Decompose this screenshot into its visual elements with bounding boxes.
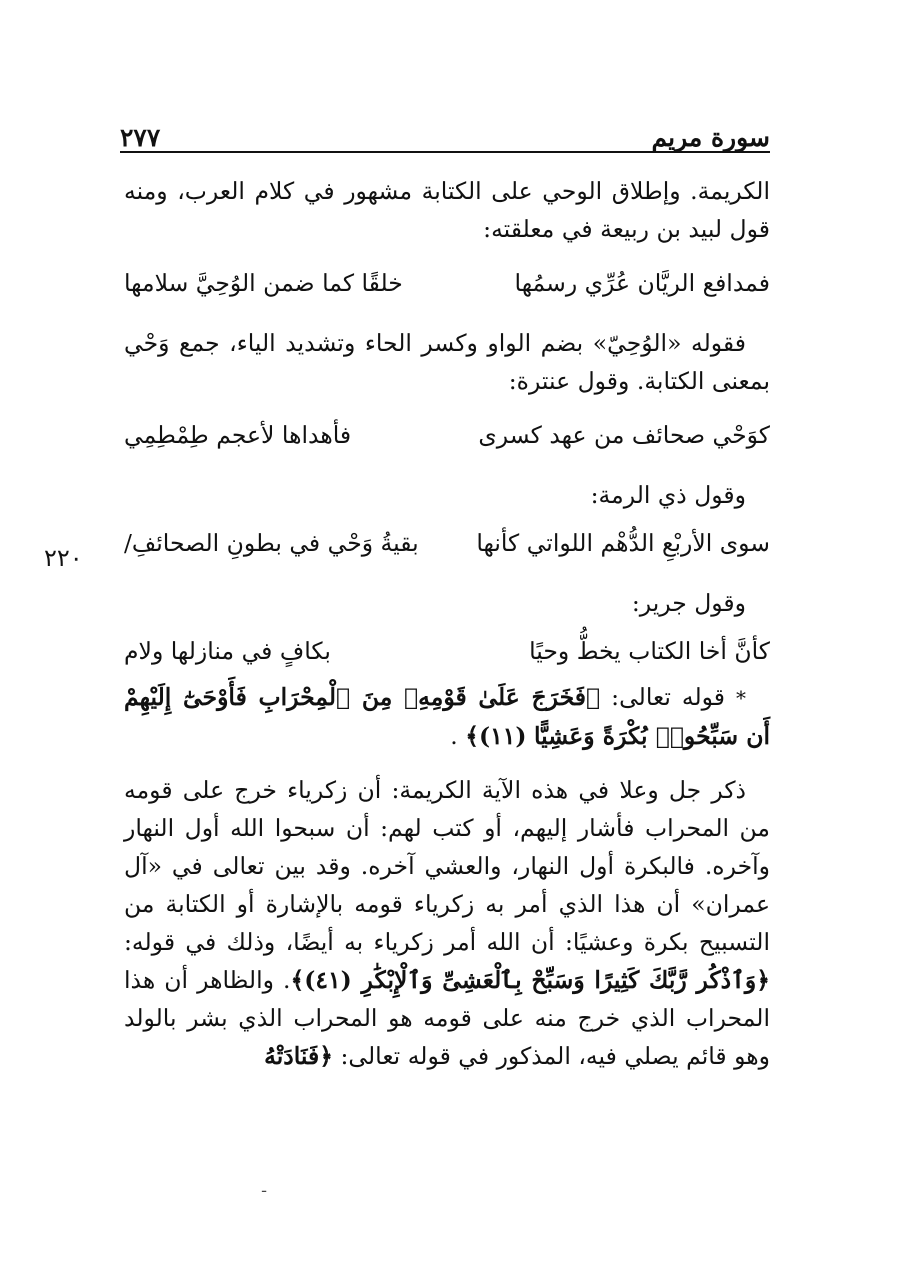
- intro-dhi-rumma: وقول ذي الرمة:: [590, 481, 746, 509]
- verse-first-hemistich: كوَحْي صحائف من عهد كسرى: [478, 421, 770, 449]
- verse-first-hemistich: فمدافع الريَّان عُرِّي رسمُها: [514, 269, 770, 297]
- quran-open-bracket: ﴿: [586, 683, 601, 711]
- print-speck: ـ: [262, 1180, 267, 1196]
- paragraph-tafsir: [124, 771, 770, 1075]
- verse-second-hemistich: فأهداها لأعجم طِمْطِمِي: [124, 421, 352, 449]
- quran-quote-fanadathu: ﴿فَنَادَتْهُ: [264, 1042, 334, 1070]
- poem-verse-jarir: [124, 632, 770, 670]
- verse-second-hemistich: بكافٍ في منازلها ولام: [124, 637, 331, 665]
- poem-verse-labid: [124, 264, 770, 302]
- ayah-heading: [124, 678, 770, 755]
- star-icon: *: [735, 686, 746, 710]
- page-number: ٢٧٧: [120, 123, 161, 152]
- verse-first-hemistich: كأنَّ أخا الكتاب يخطُّ وحيًا: [529, 637, 770, 665]
- tafsir-text-part2: . والظاهر أن هذا المحراب الذي خرج منه على قومه هو المحراب الذي بشر بالولد وهو قائم يصلي فيه، المذكور في قوله تعالى:: [124, 966, 770, 1070]
- quran-close-bracket: ﴾: [465, 722, 479, 750]
- poem-verse-antara: [124, 416, 770, 454]
- verse-second-hemistich: خلقًا كما ضمن الوُحِيَّ سلامها: [124, 269, 403, 297]
- poem-verse-dhi-rumma: [124, 524, 770, 562]
- paragraph-intro: الكريمة. وإطلاق الوحي على الكتابة مشهور في كلام العرب، ومنه قول لبيد بن ربيعة في معلقته:: [124, 177, 770, 243]
- surah-title: سورة مريم: [651, 123, 770, 152]
- intro-jarir: وقول جرير:: [631, 589, 746, 617]
- margin-number: ٢٢٠: [44, 544, 83, 572]
- quran-ayah-text: فَخَرَجَ عَلَىٰ قَوْمِهِۦ مِنَ ٱلْمِحْرَابِ فَأَوْحَىٰٓ إِلَيْهِمْ أَن سَبِّحُوا۟ بُكْرَةً وَعَشِيًّا: [124, 683, 770, 750]
- paragraph-wuhiy: فقوله «الوُحِيّ» بضم الواو وكسر الحاء وتشديد الياء، جمع وَحْي بمعنى الكتابة. وقول عنترة:: [124, 329, 770, 395]
- ayah-end-period: .: [450, 722, 458, 750]
- verse-second-hemistich: بقيةُ وَحْي في بطونِ الصحائفِ/: [124, 529, 419, 557]
- ayah-number-marker: (١١): [479, 722, 527, 750]
- header-rule: [120, 151, 770, 153]
- page-header: [120, 108, 770, 150]
- page-body: [124, 172, 770, 1075]
- ayah-lead: قوله تعالى:: [611, 683, 725, 711]
- tafsir-text-part1: ذكر جل وعلا في هذه الآية الكريمة: أن زكرياء خرج على قومه من المحراب فأشار إليهم، أو كتب لهم: أن سبحوا الله أول النهار وآخره. فالبكرة أول النهار، والعشي آخره. وقد بين تعالى في «آل عمران» أن هذا الذي أمر به زكرياء قومه بالإشارة أو الكتابة من التسبيح بكرة وعشيًا: أن الله أمر زكرياء به أيضًا، وذلك في قوله:: [124, 776, 770, 956]
- verse-first-hemistich: سوى الأربْعِ الدُّهْم اللواتي كأنها: [476, 529, 770, 557]
- quran-quote-aal-imran: ﴿وَٱذْكُر رَّبَّكَ كَثِيرًا وَسَبِّحْ بِٱلْعَشِىِّ وَٱلْإِبْكَٰرِ (٤١)﴾: [290, 966, 770, 994]
